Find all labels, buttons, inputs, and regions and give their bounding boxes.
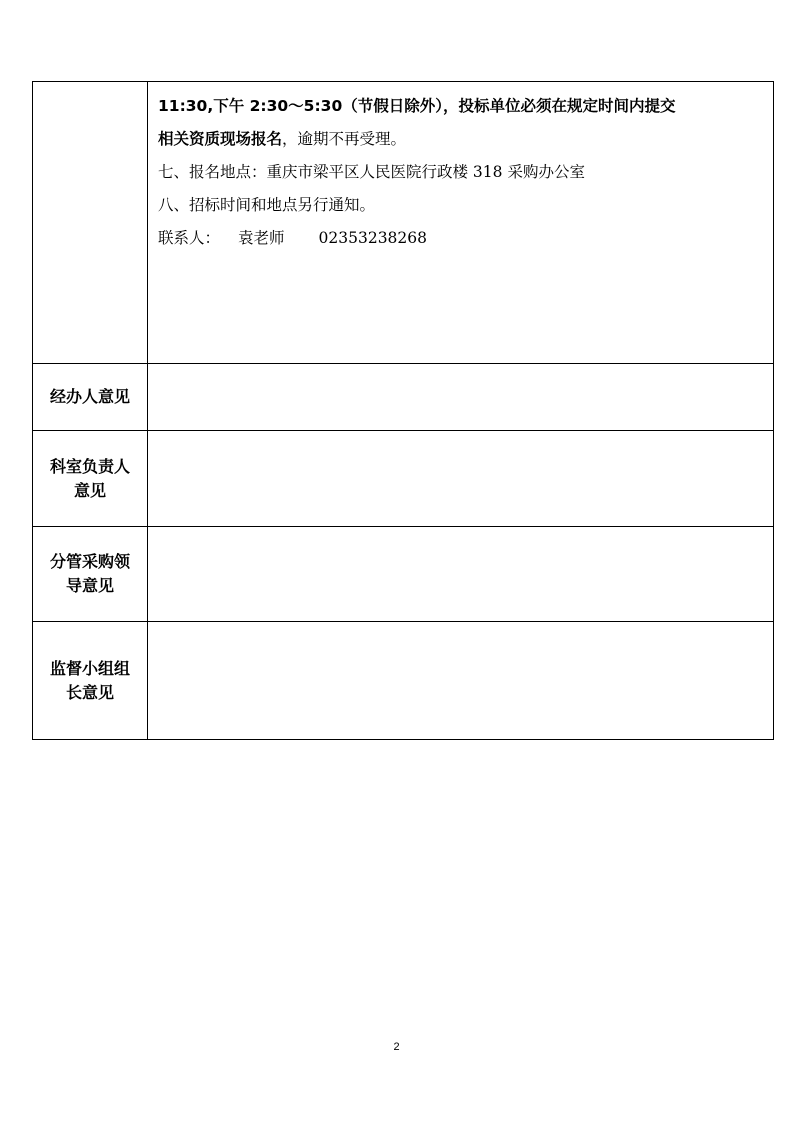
notice-contact xyxy=(158,222,763,255)
notice-row xyxy=(33,82,774,364)
contact-name: 袁老师 xyxy=(238,229,285,247)
supervision-leader-opinion-row xyxy=(33,622,774,740)
contact-label: 联系人： xyxy=(158,229,221,247)
notice-location: 七、报名地点：重庆市梁平区人民医院行政楼 318 采购办公室 xyxy=(158,163,585,181)
notice-line-1: 11:30,下午 2:30～5:30（节假日除外），投标单位必须在规定时间内提交 xyxy=(158,97,676,115)
notice-line-2-rest: ，逾期不再受理。 xyxy=(282,130,407,148)
procurement-leader-opinion-label xyxy=(33,527,148,622)
supervision-leader-opinion-label-line2: 长意见 xyxy=(65,682,114,702)
procurement-leader-opinion-label-line1: 分管采购领 xyxy=(49,552,130,571)
notice-label-cell xyxy=(33,82,148,364)
dept-head-opinion-label-line1: 科室负责人 xyxy=(49,456,130,476)
dept-head-opinion-field[interactable] xyxy=(148,431,774,527)
handler-opinion-field[interactable] xyxy=(148,364,774,431)
procurement-leader-opinion-label-line2: 导意见 xyxy=(65,576,114,595)
handler-opinion-label xyxy=(33,364,148,431)
procurement-leader-opinion-row xyxy=(33,527,774,622)
notice-line-2-bold: 相关资质现场报名 xyxy=(158,130,283,148)
dept-head-opinion-label xyxy=(33,431,148,527)
contact-phone: 02353238268 xyxy=(318,229,428,247)
notice-line-2 xyxy=(158,123,763,156)
handler-opinion-row xyxy=(33,364,774,431)
supervision-leader-opinion-label-line1: 监督小组组 xyxy=(49,658,130,678)
supervision-leader-opinion-label xyxy=(33,622,148,740)
dept-head-opinion-label-line2: 意见 xyxy=(73,480,106,500)
page-number: 2 xyxy=(393,1041,400,1053)
procurement-leader-opinion-field[interactable] xyxy=(148,527,774,622)
handler-opinion-label-line1: 经办人意见 xyxy=(49,387,130,406)
supervision-leader-opinion-field[interactable] xyxy=(148,622,774,740)
notice-bid-time: 八、招标时间和地点另行通知。 xyxy=(158,196,376,214)
dept-head-opinion-row xyxy=(33,431,774,527)
approval-form-table xyxy=(32,81,774,740)
notice-content-cell xyxy=(148,82,774,364)
